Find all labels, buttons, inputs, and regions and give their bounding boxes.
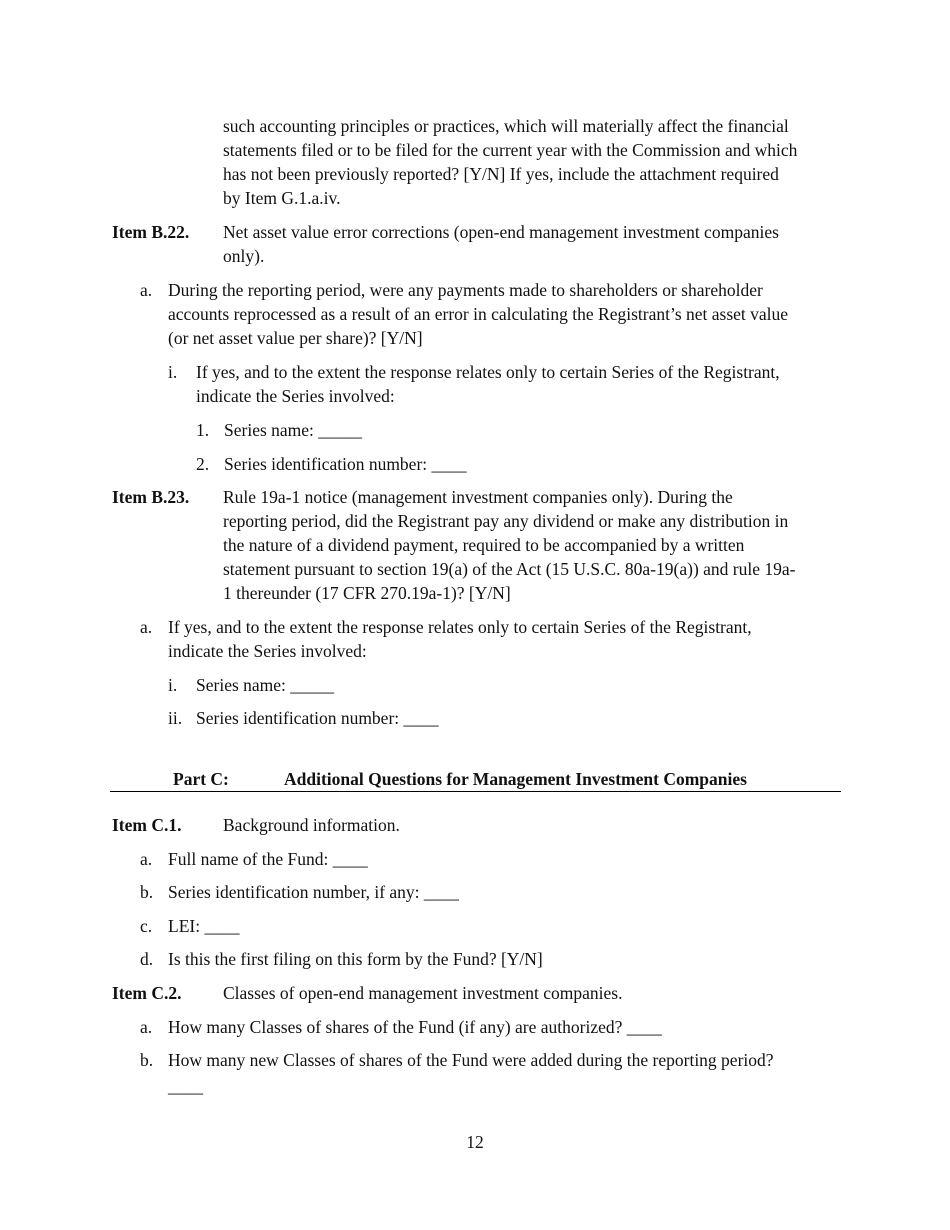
fund-name-field: Full name of the Fund: ____ bbox=[168, 849, 368, 869]
text-line: Net asset value error corrections (open-end management investment companies bbox=[223, 222, 779, 242]
series-id-field: Series identification number: ____ bbox=[224, 454, 467, 474]
text-line: by Item G.1.a.iv. bbox=[223, 188, 341, 208]
classes-authorized-question: How many Classes of shares of the Fund (if any) are authorized? ____ bbox=[168, 1017, 662, 1037]
list-marker: a. bbox=[140, 617, 153, 637]
first-filing-question: Is this the first filing on this form by the Fund? [Y/N] bbox=[168, 949, 543, 969]
text-line: statement pursuant to section 19(a) of the Act (15 U.S.C. 80a-19(a)) and rule 19a- bbox=[223, 559, 796, 579]
list-marker: c. bbox=[140, 916, 153, 936]
text-line: accounts reprocessed as a result of an error in calculating the Registrant’s net asset value bbox=[168, 304, 789, 324]
list-marker: 2. bbox=[196, 454, 210, 474]
answer-blank: ____ bbox=[168, 1076, 203, 1096]
section-divider bbox=[110, 791, 841, 792]
list-marker: b. bbox=[140, 1050, 154, 1070]
item-title: Classes of open-end management investment companies. bbox=[223, 983, 623, 1003]
list-marker: i. bbox=[168, 362, 178, 382]
series-name-field: Series name: _____ bbox=[224, 420, 363, 440]
text-line: indicate the Series involved: bbox=[196, 386, 395, 406]
list-marker: b. bbox=[140, 882, 154, 902]
page-number: 12 bbox=[466, 1132, 484, 1152]
text-line: 1 thereunder (17 CFR 270.19a-1)? [Y/N] bbox=[223, 583, 511, 603]
series-id-field: Series identification number, if any: ____ bbox=[168, 882, 459, 902]
lei-field: LEI: ____ bbox=[168, 916, 240, 936]
text-line: During the reporting period, were any payments made to shareholders or shareholder bbox=[168, 280, 763, 300]
item-label: Item B.22. bbox=[112, 222, 190, 242]
list-marker: d. bbox=[140, 949, 154, 969]
series-id-field: Series identification number: ____ bbox=[196, 708, 439, 728]
text-line: (or net asset value per share)? [Y/N] bbox=[168, 328, 423, 348]
text-line: reporting period, did the Registrant pay any dividend or make any distribution in bbox=[223, 511, 789, 531]
series-name-field: Series name: _____ bbox=[196, 675, 335, 695]
text-line: only). bbox=[223, 246, 265, 266]
list-marker: a. bbox=[140, 1017, 153, 1037]
list-marker: a. bbox=[140, 849, 153, 869]
list-marker: i. bbox=[168, 675, 178, 695]
list-marker: a. bbox=[140, 280, 153, 300]
text-line: the nature of a dividend payment, required to be accompanied by a written bbox=[223, 535, 745, 555]
text-line: Rule 19a-1 notice (management investment companies only). During the bbox=[223, 487, 733, 507]
item-label: Item B.23. bbox=[112, 487, 190, 507]
text-line: has not been previously reported? [Y/N] If yes, include the attachment required bbox=[223, 164, 779, 184]
part-title: Additional Questions for Management Investment Companies bbox=[284, 769, 747, 789]
text-line: If yes, and to the extent the response relates only to certain Series of the Registrant, bbox=[196, 362, 780, 382]
classes-added-question: How many new Classes of shares of the Fund were added during the reporting period? bbox=[168, 1050, 774, 1070]
part-label: Part C: bbox=[173, 769, 229, 789]
text-line: If yes, and to the extent the response relates only to certain Series of the Registrant, bbox=[168, 617, 752, 637]
item-label: Item C.1. bbox=[112, 815, 182, 835]
text-line: indicate the Series involved: bbox=[168, 641, 367, 661]
list-marker: 1. bbox=[196, 420, 210, 440]
item-title: Background information. bbox=[223, 815, 400, 835]
text-line: statements filed or to be filed for the current year with the Commission and which bbox=[223, 140, 798, 160]
list-marker: ii. bbox=[168, 708, 183, 728]
text-line: such accounting principles or practices, which will materially affect the financial bbox=[223, 116, 789, 136]
item-label: Item C.2. bbox=[112, 983, 182, 1003]
